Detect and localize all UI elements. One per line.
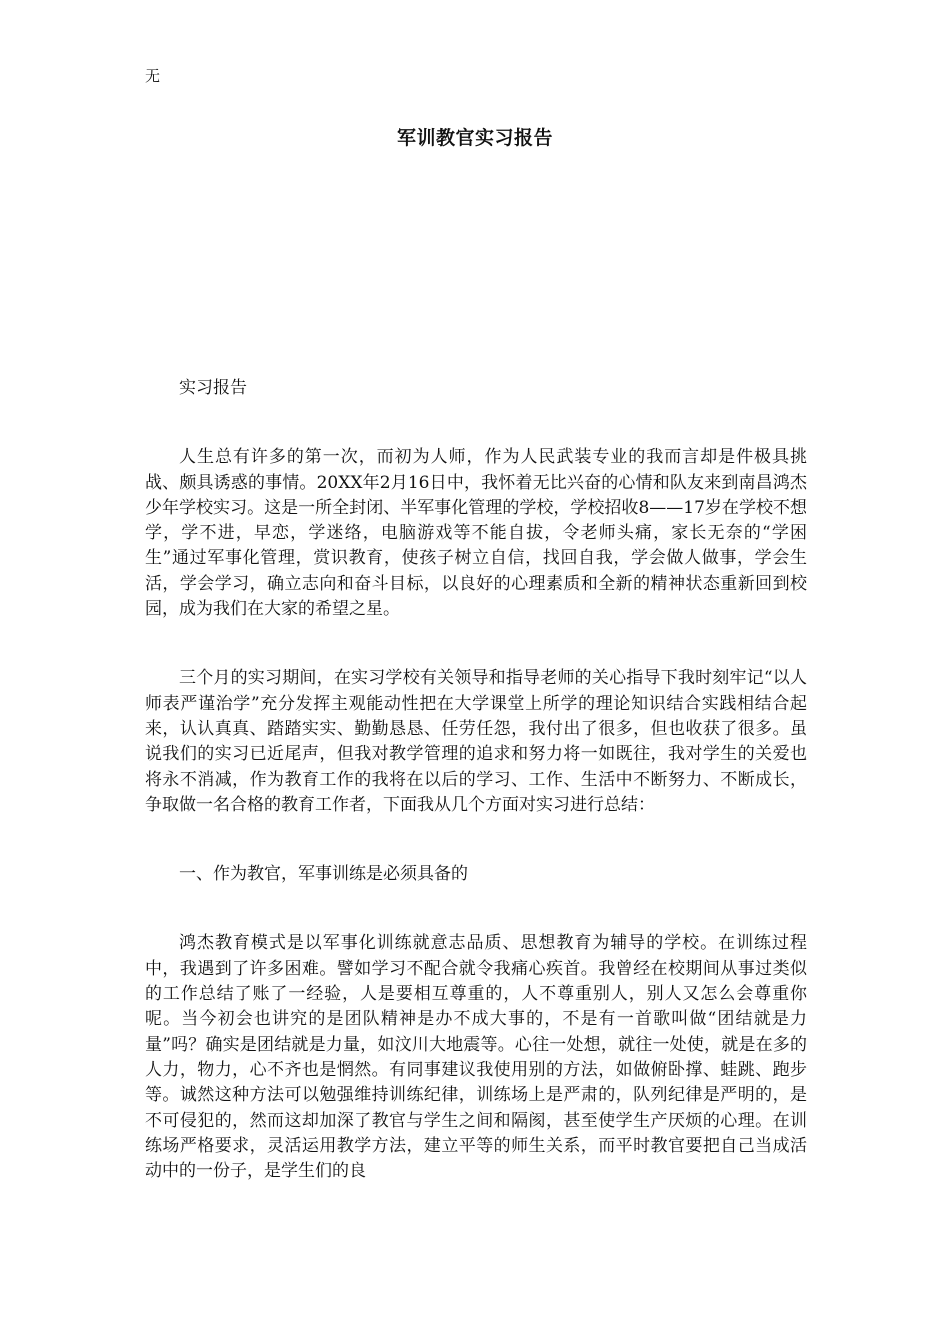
document-body <box>145 376 807 1184</box>
subheading-military-training: 一、作为教官，军事训练是必须具备的 <box>179 864 468 885</box>
section-label: 实习报告 <box>179 378 247 398</box>
spacer <box>145 818 807 862</box>
paragraph-internship-period: 三个月的实习期间，在实习学校有关领导和指导老师的关心指导下我时刻牢记“以人师表严谨治学”充分发挥主观能动性把在大学课堂上所学的理论知识结合实践相结合起来，认认真真、踏踏实实、勤勤恳恳、任劳任怨，我付出了很多，但也收获了很多。虽说我们的实习已近尾声，但我对教学管理的追求和努力将一如既往，我对学生的关爱也将永不消减，作为教育工作的我将在以后的学习、工作、生活中不断努力、不断成长，争取做一名合格的教育工作者，下面我从几个方面对实习进行总结： <box>145 668 807 815</box>
paragraph-intro: 人生总有许多的第一次，而初为人师，作为人民武装专业的我而言却是件极具挑战、颇具诱惑的事情。20XX年2月16日中，我怀着无比兴奋的心情和队友来到南昌鸿杰少年学校实习。这是一所全封闭、半军事化管理的学校，学校招收8——17岁在学校不想学，学不进，早恋，学迷络，电脑游戏等不能自拔，令老师头痛，家长无奈的“学困生”通过军事化管理，赏识教育，使孩子树立自信，找回自我，学会做人做事，学会生活，学会学习，确立志向和奋斗目标，以良好的心理素质和全新的精神状态重新回到校园，成为我们在大家的希望之星。 <box>145 447 807 620</box>
header-note: 无 <box>145 67 161 85</box>
spacer <box>145 401 807 445</box>
paragraph-training: 鸿杰教育模式是以军事化训练就意志品质、思想教育为辅导的学校。在训练过程中，我遇到了许多困难。譬如学习不配合就令我痛心疾首。我曾经在校期间从事过类似的工作总结了账了一经验，人是要相互尊重的，人不尊重别人，别人又怎么会尊重你呢。当今初会也讲究的是团队精神是办不成大事的，不是有一首歌叫做“团结就是力量”吗？确实是团结就是力量，如汶川大地震等。心往一处想，就往一处使，就是在多的人力，物力，心不齐也是惘然。有同事建议我使用别的方法，如做俯卧撑、蛙跳、跑步等。诚然这种方法可以勉强维持训练纪律，训练场上是严肃的，队列纪律是严明的，是不可侵犯的，然而这却加深了教官与学生之间和隔阂，甚至使学生产厌烦的心理。在训练场严格要求，灵活运用教学方法，建立平等的师生关系，而平时教官要把自己当成活动中的一份子，是学生们的良 <box>145 933 807 1182</box>
spacer <box>145 622 807 666</box>
spacer <box>145 887 807 931</box>
document-title: 军训教官实习报告 <box>396 127 553 149</box>
